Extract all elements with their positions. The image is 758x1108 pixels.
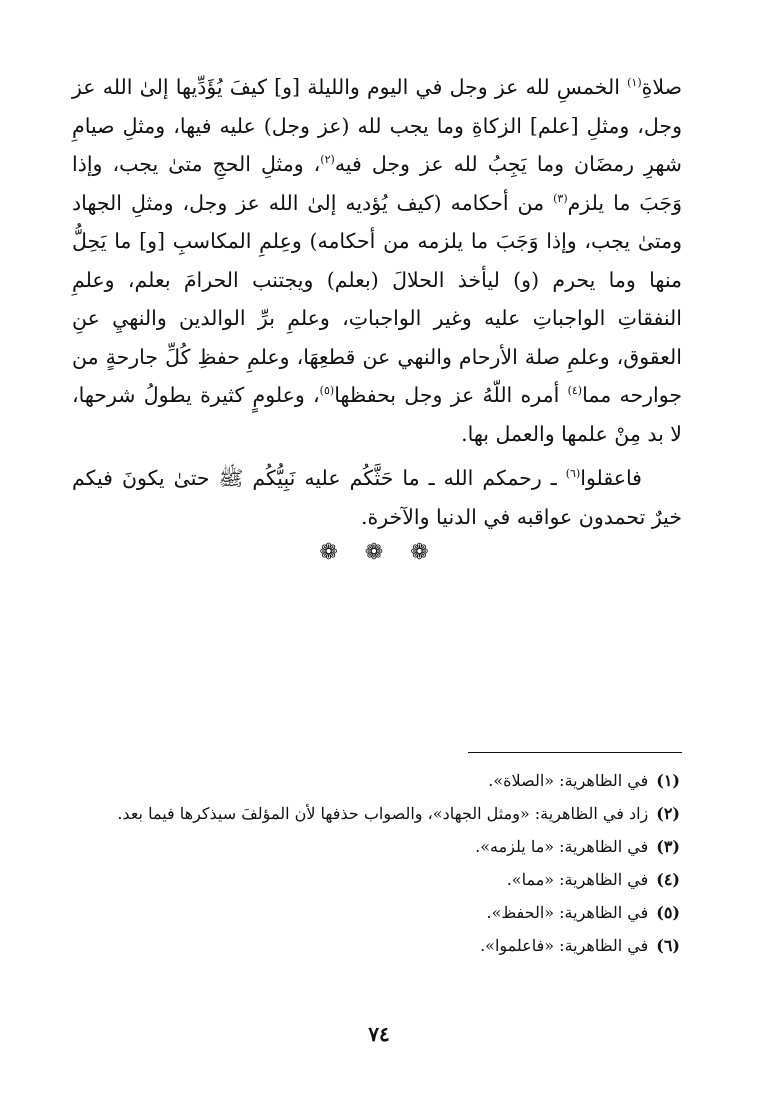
text-segment: فاعقلوا [580,466,642,490]
footnote-number: (٥) [656,903,680,922]
text-segment: أمره اللّهُ عز وجل بحفظها [334,383,568,407]
footnote-number: (١) [656,771,680,790]
footnote-2 [72,799,682,829]
footnote-5 [72,898,682,928]
text-segment: الخمسِ لله عز وجل في اليوم والليلة [و] كيفَ يُؤَدِّيها إلىٰ الله عز وجل، ومثلِ [علم] الزكاةِ وما يجب لله (عز وجل) عليه فيها، ومثلِ صيامِ شهرِ رمضَان وما يَجِبُ لله عز وجل فيه [72,75,682,176]
text-segment: ـ رحمكم الله ـ ما حَثَّكُم عليه نَبِيُّكُم ﷺ حتىٰ يكونَ فيكم خيرٌ تحمدون عواقبه في الدنيا والآخرة. [72,466,682,529]
footnote-ref-4: (٤) [567,384,583,398]
footnote-4 [72,865,682,895]
text-segment: ، وعلومٍ كثيرة يطولُ شرحها، لا بد مِنْ علمها والعمل بها. [72,383,682,446]
footnote-ref-1: (١) [627,76,642,90]
text-segment: ، ومثلِ الحجِ متىٰ يجب، وإذا وَجَبَ ما يلزم [72,152,682,215]
footnote-ref-5: (٥) [319,384,335,398]
section-ornaments [0,540,758,565]
footnote-6 [72,931,682,961]
footnote-ref-2: (٢) [320,153,335,167]
body-paragraph-1 [72,68,682,453]
footnote-text: في الظاهرية: «الحفظ». [486,903,649,922]
footnote-text: زاد في الظاهرية: «ومثل الجهاد»، والصواب حذفها لأن المؤلفَ سيذكرها فيما بعد. [117,804,649,823]
footnote-text: في الظاهرية: «ما يلزمه». [475,837,649,856]
footnote-ref-6: (٦) [565,467,581,481]
ornament-icon: ❁ [319,540,348,565]
main-text [72,68,682,536]
footnote-1 [72,766,682,796]
page-number: ٧٤ [368,1022,390,1046]
footnote-text: في الظاهرية: «الصلاة». [488,771,649,790]
text-segment: صلاةِ [641,75,682,99]
footnote-3 [72,832,682,862]
footnote-text: في الظاهرية: «مما». [506,870,649,889]
ornament-icon: ❁ [410,540,439,565]
footnote-number: (٢) [656,804,680,823]
text-segment: من أحكامه (كيف يُؤديه إلىٰ الله عز وجل، ومثلِ الجهاد ومتىٰ يجب، وإذا وَجَبَ ما يلزمه من أحكامه) وعِلمِ المكاسبِ [و] ما يَحِلُّ منها وما يحرم (و) ليأخذ الحلالَ (بعلم) ويجتنب الحرامَ بعلم، وعلمِ النفقاتِ الواجباتِ عليه وغير الواجباتِ، وعلمِ برِّ الوالدين والنهيِ عنِ العقوق، وعلمِ صلة الأرحام والنهي عن قطعِهَا، وعلمِ حفظِ كُلِّ جارحةٍ من جوارحه مما [72,190,682,407]
footnote-number: (٦) [656,936,680,955]
footnote-text: في الظاهرية: «فاعلموا». [480,936,649,955]
footnote-number: (٤) [656,870,680,889]
body-paragraph-2 [72,459,682,536]
footnote-ref-3: (٣) [553,191,568,205]
footnote-number: (٣) [656,837,680,856]
ornament-icon: ❁ [364,540,394,565]
footnotes-list [72,766,682,964]
footnote-divider [468,752,682,753]
